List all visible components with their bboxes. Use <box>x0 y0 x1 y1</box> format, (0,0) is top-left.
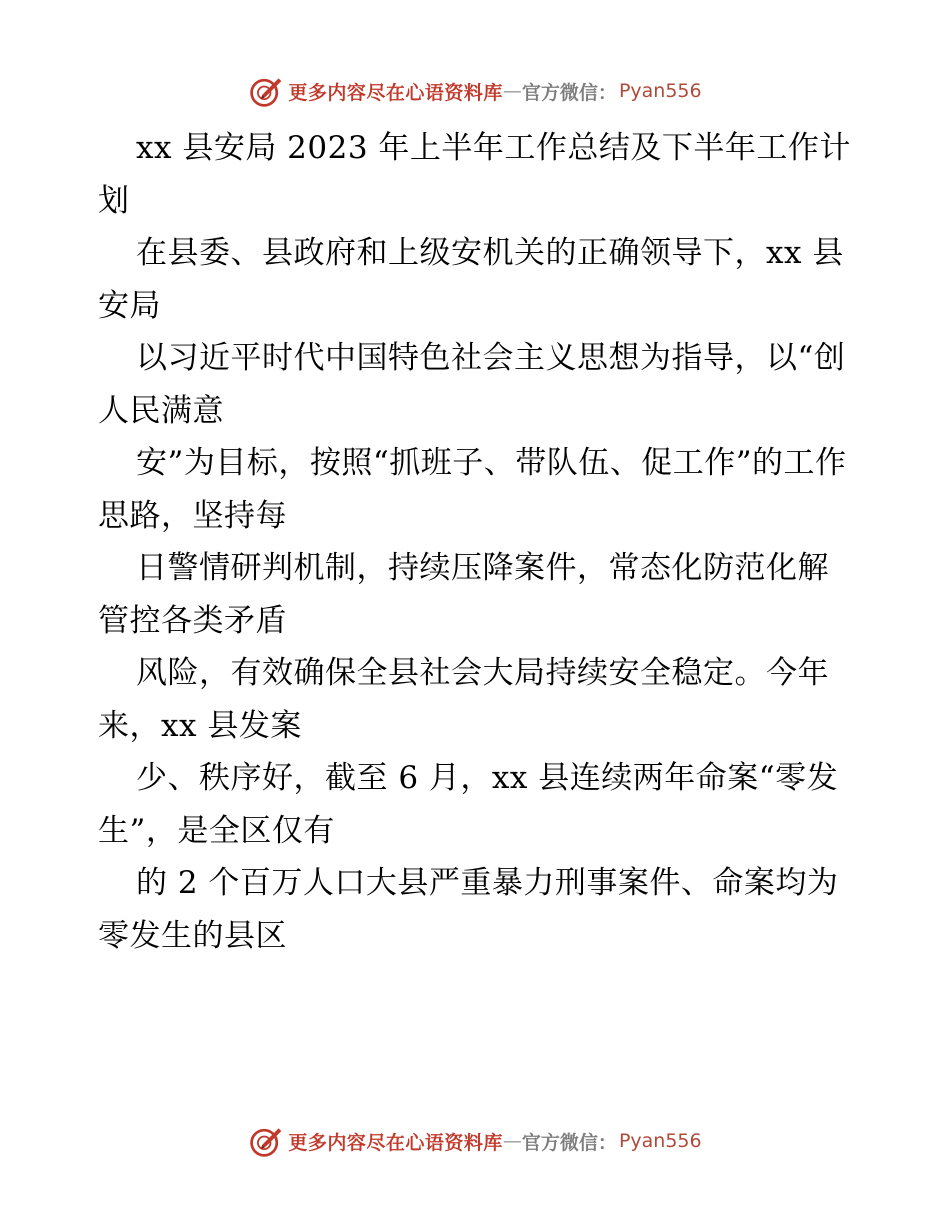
writing-pen-logo-icon <box>248 1123 284 1159</box>
watermark-separator: — <box>502 1130 522 1152</box>
paragraph: 日警情研判机制，持续压降案件，常态化防范化解管控各类矛盾 <box>98 550 829 639</box>
watermark-separator: — <box>502 80 522 102</box>
writing-pen-logo-icon <box>248 73 284 109</box>
header-watermark <box>0 71 950 111</box>
paragraph: 少、秩序好，截至 6 月，xx 县连续两年命案“零发生”，是全区仅有 <box>98 760 839 849</box>
watermark-main-text: 更多内容尽在心语资料库 <box>288 1131 503 1154</box>
paragraph: 风险，有效确保全县社会大局持续安全稳定。今年来，xx 县发案 <box>98 655 829 744</box>
document-body <box>98 122 858 962</box>
paragraph: 在县委、县政府和上级安机关的正确领导下，xx 县安局 <box>98 235 844 324</box>
footer-watermark <box>0 1121 950 1161</box>
watermark-sub-text: 官方微信： <box>521 1131 617 1154</box>
watermark-wechat-id: Pyan556 <box>618 80 702 102</box>
paragraph: 安”为目标，按照“抓班子、带队伍、促工作”的工作思路，坚持每 <box>98 445 847 534</box>
watermark-sub-text: 官方微信： <box>521 81 617 104</box>
paragraph: 以习近平时代中国特色社会主义思想为指导，以“创人民满意 <box>98 340 846 429</box>
watermark-wechat-id: Pyan556 <box>618 1130 702 1152</box>
document-title: xx 县安局 2023 年上半年工作总结及下半年工作计划 <box>98 130 851 219</box>
watermark-main-text: 更多内容尽在心语资料库 <box>288 81 503 104</box>
paragraph: 的 2 个百万人口大县严重暴力刑事案件、命案均为零发生的县区 <box>98 865 839 954</box>
